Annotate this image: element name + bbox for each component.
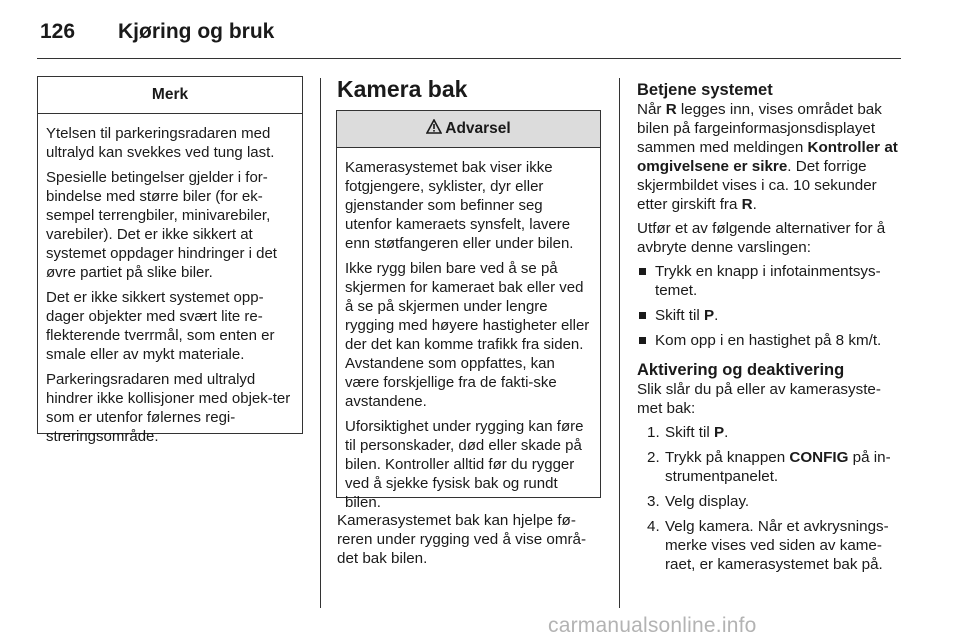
- note-paragraph: Ytelsen til parkeringsradaren med ultralyd kan svekkes ved tung last.: [46, 125, 275, 161]
- subsection-title: Aktivering og deaktivering: [637, 361, 845, 379]
- warning-box: [336, 110, 601, 511]
- warning-paragraph: Ikke rygg bilen bare ved å se på skjermen for kameraet bak eller ved å se på skjermen under lengre rygging med høyere hastigheter eller der det kan komme trafikk fra siden. Avstandene som oppfattes, kan være forskjellige fra de fakti-ske avstandene.: [345, 260, 590, 410]
- operate-section: [637, 80, 903, 580]
- operate-bullet-list: [637, 262, 903, 350]
- note-box-body: [38, 114, 302, 460]
- operate-paragraph: Utfør et av følgende alternativer for å avbryte denne varslingen:: [637, 220, 886, 256]
- camera-section: [337, 76, 601, 110]
- intro-paragraph: Kamerasystemet bak kan hjelpe fø-reren under rygging ved å vise områ-det bak bilen.: [337, 512, 587, 567]
- list-item: 2. Trykk på knappen CONFIG på in-strumentpanelet.: [647, 449, 891, 485]
- list-item: 1. Skift til P.: [647, 424, 729, 441]
- operate-paragraph: Når R legges inn, vises området bak bilen på fargeinformasjonsdisplayet sammen med meldingen Kontroller at omgivelsene er sikre. Det forrige skjermbildet vises i ca. 10 sekunder etter girskift fra R.: [637, 101, 898, 213]
- header-rule: [37, 58, 901, 59]
- list-item: Kom opp i en hastighet på 8 km/t.: [637, 331, 903, 350]
- subsection-title: Betjene systemet: [637, 81, 773, 99]
- bullet-square-icon: [639, 337, 646, 344]
- page-number: 126: [40, 20, 76, 43]
- bullet-square-icon: [639, 268, 646, 275]
- warning-title: Advarsel: [445, 120, 511, 137]
- camera-intro: [337, 511, 607, 573]
- site-watermark: carmanualsonline.info: [548, 614, 757, 637]
- note-paragraph: Det er ikke sikkert systemet opp-dager objekter med svært lite re-flekterende tverrmål, som enten er smale eller av mykt materiale.: [46, 289, 275, 363]
- section-title: Kamera bak: [337, 76, 468, 102]
- warning-paragraph: Uforsiktighet under rygging kan føre til personskader, død eller skade på bilen. Kontroller alltid før du rygger ved å sjekke fysisk bak og rundt bilen.: [345, 418, 584, 511]
- activation-intro: Slik slår du på eller av kamerasyste-met bak:: [637, 381, 881, 417]
- column-divider: [320, 78, 321, 608]
- warning-box-body: [337, 148, 600, 526]
- bullet-square-icon: [639, 312, 646, 319]
- list-item: Trykk en knapp i infotainmentsys-temet.: [637, 262, 903, 300]
- note-box: [37, 76, 303, 445]
- warning-paragraph: Kamerasystemet bak viser ikke fotgjengere, syklister, dyr eller gjenstander som befinner seg utenfor kameraets synsfelt, lavere enn støtfangeren eller under bilen.: [345, 159, 574, 252]
- chapter-title: Kjøring og bruk: [118, 20, 275, 43]
- list-item: 3. Velg display.: [647, 493, 750, 510]
- warning-triangle-icon: [426, 119, 442, 139]
- list-item: 4. Velg kamera. Når et avkrysnings-merke vises ved siden av kame-raet, er kamerasystemet bak på.: [647, 518, 889, 573]
- activation-step-list: [637, 423, 903, 574]
- list-item: Skift til P.: [637, 306, 903, 325]
- note-paragraph: Parkeringsradaren med ultralyd hindrer ikke kollisjoner med objek-ter som er utenfor følernes regi-streringsområde.: [46, 371, 291, 445]
- warning-box-title: [337, 111, 600, 148]
- note-paragraph: Spesielle betingelser gjelder i for-bindelse med større biler (for ek-sempel terrengbiler, minivarebiler, varebiler). Det er ikke sikkert at systemet oppdager hindringer i det øvre partiet på slike biler.: [46, 169, 277, 281]
- column-divider: [619, 78, 620, 608]
- note-box-title: Merk: [38, 77, 302, 114]
